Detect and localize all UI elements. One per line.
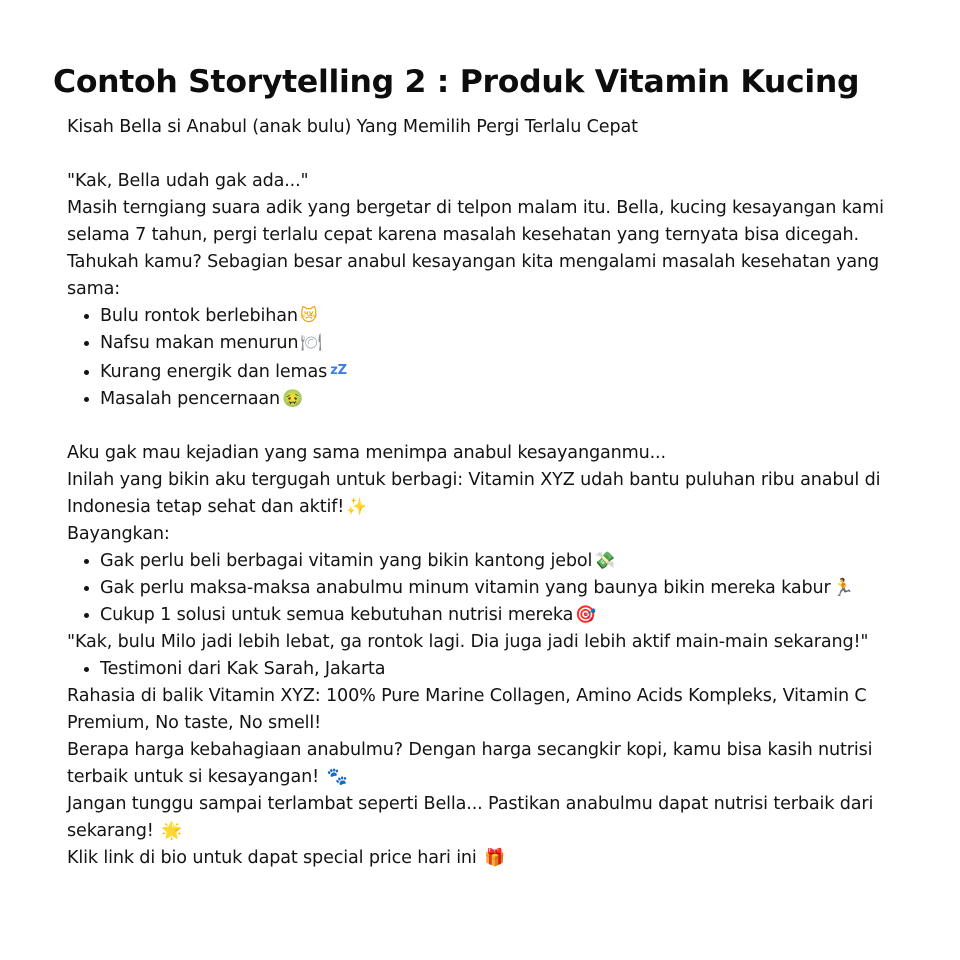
money-with-wings-icon: 💸 (594, 551, 616, 571)
list-item-text: Kurang energik dan lemas (100, 362, 328, 382)
urgency-text: Jangan tunggu sampai terlambat seperti Bella... Pastikan anabulmu dapat nutrisi terbaik dari sekarang! (67, 794, 874, 841)
crying-cat-icon: 😿 (299, 306, 318, 326)
subtitle: Kisah Bella si Anabul (anak bulu) Yang Memilih Pergi Terlalu Cepat (67, 117, 638, 137)
cta-text: Klik link di bio untuk dapat special price hari ini (67, 848, 477, 868)
secret-paragraph: Rahasia di balik Vitamin XYZ: 100% Pure Marine Collagen, Amino Acids Kompleks, Vitamin C Premium, No taste, No smell! (67, 686, 867, 733)
problems-list (67, 303, 907, 413)
benefits-list (67, 548, 907, 629)
urgency-paragraph (67, 791, 907, 845)
target-icon: 🎯 (575, 605, 597, 625)
paw-prints-icon: 🐾 (326, 767, 348, 787)
running-person-icon: 🏃 (832, 578, 854, 598)
testimonial-list (67, 656, 907, 683)
list-item-text: Gak perlu beli berbagai vitamin yang bikin kantong jebol (100, 551, 593, 571)
list-item (100, 386, 907, 413)
list-item (100, 303, 907, 330)
list-item (100, 548, 907, 575)
product-intro-text: Inilah yang bikin aku tergugah untuk berbagi: Vitamin XYZ udah bantu puluhan ribu anabul di Indonesia tetap sehat dan aktif! (67, 470, 881, 517)
price-text: Berapa harga kebahagiaan anabulmu? Dengan harga secangkir kopi, kamu bisa kasih nutrisi terbaik untuk si kesayangan! (67, 740, 873, 787)
imagine-label: Bayangkan: (67, 524, 170, 544)
zzz-icon: zZ (330, 363, 347, 378)
list-item (100, 330, 907, 357)
empathy-line: Aku gak mau kejadian yang sama menimpa anabul kesayanganmu... (67, 443, 666, 463)
spacer (67, 141, 907, 168)
product-intro (67, 467, 907, 521)
spacer (67, 413, 907, 440)
list-item (100, 602, 907, 629)
list-item-text: Cukup 1 solusi untuk semua kebutuhan nutrisi mereka (100, 605, 574, 625)
fork-knife-plate-icon: 🍽 (300, 333, 322, 353)
list-item-text: Bulu rontok berlebihan (100, 306, 298, 326)
glowing-star-icon: 🌟 (161, 821, 183, 841)
page-title: Contoh Storytelling 2 : Produk Vitamin Kucing (53, 64, 860, 100)
opening-quote: "Kak, Bella udah gak ada..." (67, 171, 309, 191)
nauseated-face-icon: 🤢 (282, 389, 304, 409)
testimonial-quote: "Kak, bulu Milo jadi lebih lebat, ga rontok lagi. Dia juga jadi lebih aktif main-main sekarang!" (67, 632, 869, 652)
list-item (100, 575, 907, 602)
question-paragraph: Tahukah kamu? Sebagian besar anabul kesayangan kita mengalami masalah kesehatan yang sama: (67, 252, 879, 299)
list-item-text: Masalah pencernaan (100, 389, 281, 409)
story-paragraph: Masih terngiang suara adik yang bergetar di telpon malam itu. Bella, kucing kesayangan kami selama 7 tahun, pergi terlalu cepat karena masalah kesehatan yang ternyata bisa dicegah. (67, 198, 884, 245)
price-paragraph (67, 737, 907, 791)
list-item (100, 357, 907, 386)
list-item-text: Nafsu makan menurun (100, 333, 299, 353)
testimonial-source: Testimoni dari Kak Sarah, Jakarta (100, 659, 386, 679)
sparkles-icon: ✨ (346, 497, 368, 517)
gift-icon: 🎁 (484, 848, 506, 868)
cta-paragraph (67, 845, 907, 872)
document-body (67, 114, 907, 872)
list-item (100, 656, 907, 683)
list-item-text: Gak perlu maksa-maksa anabulmu minum vitamin yang baunya bikin mereka kabur (100, 578, 831, 598)
